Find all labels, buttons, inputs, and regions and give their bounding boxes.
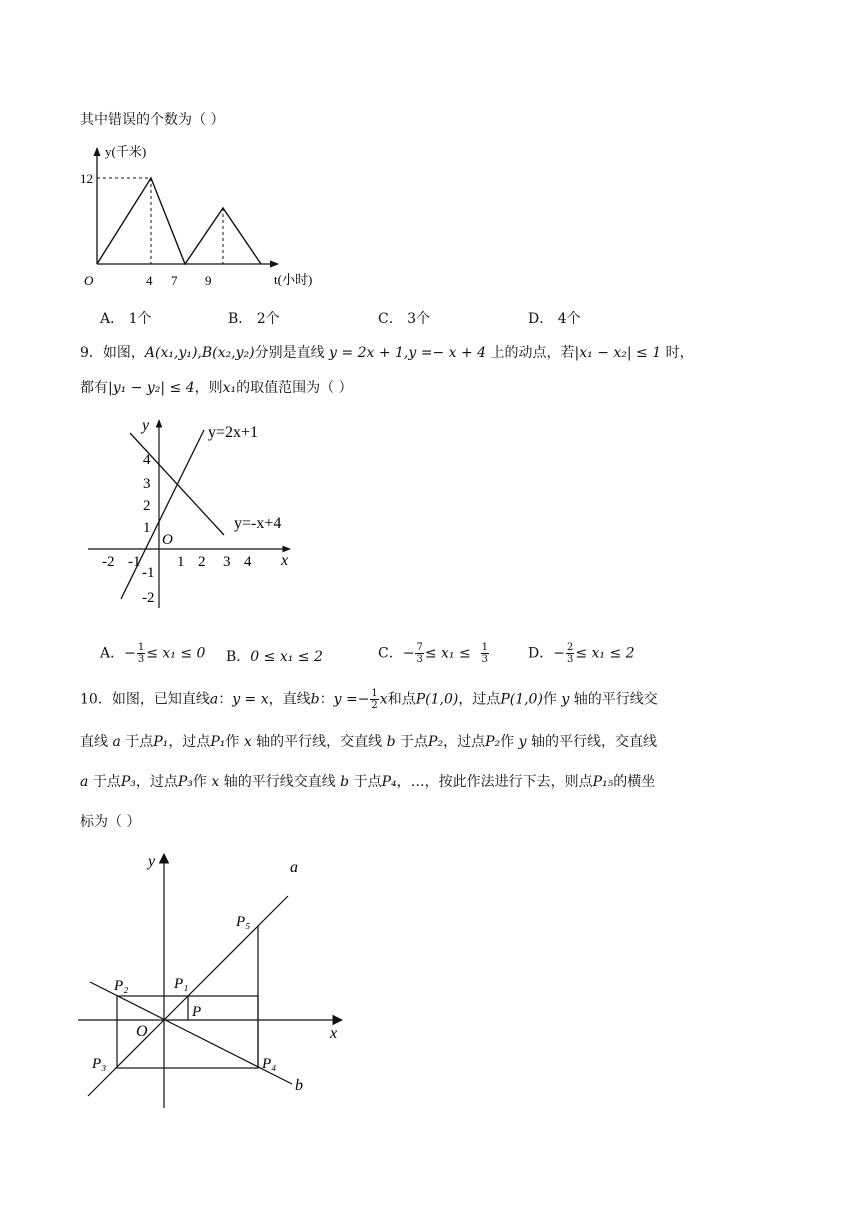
- q8-xtick-7: 7: [171, 273, 178, 288]
- q9-option-c-fraction2: $\frac{1}{3}$: [481, 642, 488, 665]
- q8-option-a[interactable]: A． 1个: [100, 311, 152, 327]
- q9-ytick: -2: [142, 590, 155, 606]
- q9-xtick: -1: [128, 554, 141, 570]
- q10-stem-line1: 10．如图，已知直线a：y = x，直线b：y =− $\frac{1}{2}$ x和点P(1,0)，过点P(1,0)作 y 轴的平行线交: [80, 688, 658, 711]
- q9-xtick: 1: [177, 554, 185, 570]
- q9-xtick: -2: [102, 554, 115, 570]
- q10-stem-line2: 直线 a 于点P₁，过点P₁作 x 轴的平行线，交直线 b 于点P₂，过点P₂作 y 轴的平行线，交直线: [80, 734, 657, 750]
- q9-option-b[interactable]: B．0 ≤ x₁ ≤ 2: [226, 649, 323, 665]
- q9-ytick: 2: [143, 498, 151, 514]
- q10-label-p4: P₄: [262, 1056, 277, 1072]
- q8-ytick-12: 12: [80, 171, 93, 186]
- q9-stem-line1: 9．如图，A(x₁,y₁),B(x₂,y₂)分别是直线 y = 2x + 1,y =− x + 4 上的动点，若|x₁ − x₂| ≤ 1 时，: [80, 345, 694, 361]
- q9-option-c[interactable]: C．− $\frac{7}{3}$ ≤ x₁ ≤ $\frac{1}{3}$: [378, 642, 488, 665]
- q10-label-b: b: [295, 1077, 303, 1094]
- q9-line-2x-plus-1: [121, 430, 204, 599]
- q8-option-b[interactable]: B． 2个: [228, 311, 280, 327]
- q10-label-p: P: [192, 1004, 202, 1020]
- q9-lines-graph: [84, 412, 304, 612]
- q9-option-d-fraction: $\frac{2}{3}$: [566, 642, 574, 665]
- q9-ytick: 3: [143, 476, 151, 492]
- q9-x-label: x: [281, 552, 289, 569]
- q9-ytick: 1: [143, 520, 151, 536]
- q8-distance-time-graph: [80, 140, 340, 290]
- q10-label-p1: P₁: [174, 976, 189, 992]
- q9-line2-label: y=-x+4: [234, 515, 282, 532]
- q10-fraction: $\frac{1}{2}$: [371, 688, 378, 711]
- q8-graph-line: [97, 178, 261, 264]
- q9-line1-label: y=2x+1: [208, 424, 259, 441]
- q10-origin: O: [136, 1023, 148, 1040]
- q10-construction-graph: [76, 846, 356, 1116]
- q8-option-d[interactable]: D． 4个: [528, 311, 581, 327]
- q9-xtick: 4: [244, 554, 252, 570]
- q9-ytick: 4: [143, 452, 151, 468]
- q9-xtick: 3: [223, 554, 231, 570]
- q9-option-d[interactable]: D．− $\frac{2}{3}$ ≤ x₁ ≤ 2: [528, 642, 635, 665]
- q9-option-a[interactable]: A．− $\frac{1}{3}$ ≤ x₁ ≤ 0: [100, 642, 206, 665]
- q8-y-label: y(千米): [105, 144, 147, 159]
- q10-x-label: x: [330, 1025, 338, 1042]
- q8-xtick-4: 4: [146, 273, 153, 288]
- q8-xtick-9: 9: [205, 273, 212, 288]
- q8-tail-text: 其中错误的个数为（ ）: [80, 112, 225, 128]
- q9-option-a-fraction: $\frac{1}{3}$: [137, 642, 145, 665]
- q8-x-label: t(小时): [274, 272, 313, 287]
- q10-label-a: a: [290, 859, 298, 876]
- q10-stem-line4: 标为（ ）: [80, 814, 141, 830]
- q10-label-p2: P₂: [114, 978, 129, 994]
- q8-option-c[interactable]: C． 3个: [378, 311, 431, 327]
- q10-y-label: y: [148, 853, 156, 870]
- q9-xtick: 2: [198, 554, 206, 570]
- q9-y-label: y: [142, 417, 150, 434]
- q10-stem-line3: a 于点P₃，过点P₃作 x 轴的平行线交直线 b 于点P₄，…，按此作法进行下去，则点P₁₅的横坐: [80, 774, 656, 790]
- q8-origin: O: [84, 273, 94, 288]
- q9-option-c-fraction: $\frac{7}{3}$: [416, 642, 423, 665]
- q9-stem-line2: 都有|y₁ − y₂| ≤ 4，则x₁的取值范围为（ ）: [80, 380, 353, 396]
- q9-ytick: -1: [142, 565, 155, 581]
- q10-label-p5: P₅: [236, 914, 251, 930]
- q9-origin: O: [162, 532, 173, 548]
- q10-label-p3: P₃: [92, 1056, 107, 1072]
